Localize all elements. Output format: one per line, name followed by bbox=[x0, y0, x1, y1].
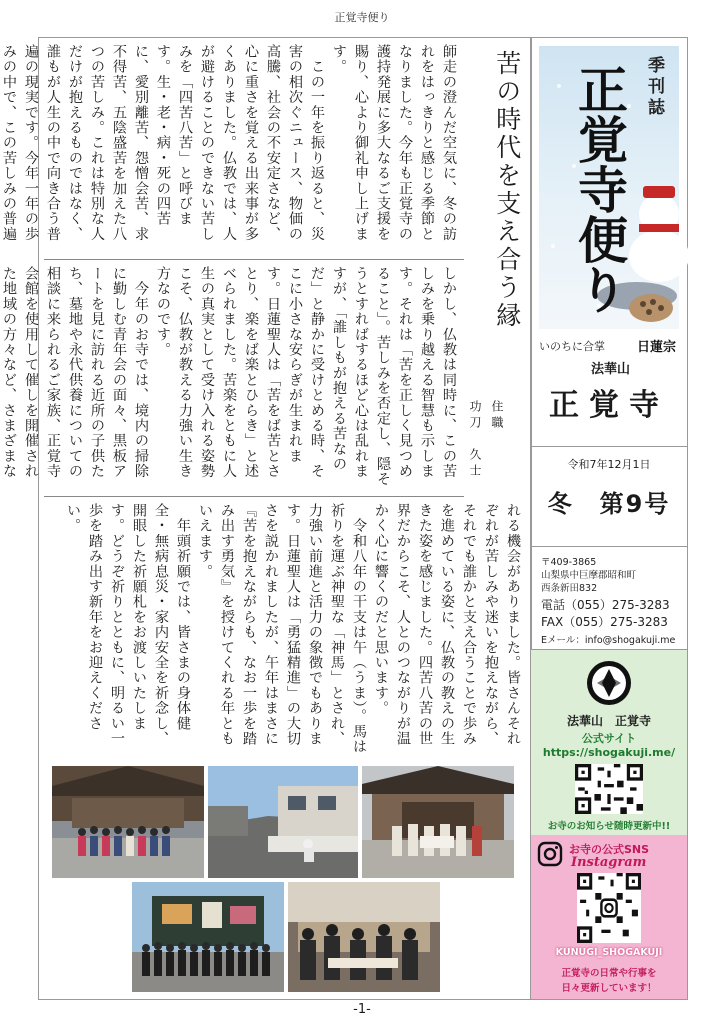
street-photo-cleaning bbox=[208, 766, 358, 878]
sns-note-line-1: 正覚寺の日常や行事を bbox=[561, 968, 657, 979]
sns-note-line-2: 日々更新しています！ bbox=[561, 983, 657, 994]
ceremony-photo-temple bbox=[362, 766, 514, 878]
website-qr-code-icon[interactable] bbox=[575, 764, 643, 814]
sidebar bbox=[530, 37, 688, 1000]
tier-divider bbox=[44, 259, 464, 260]
email-address[interactable]: Eメール：info@shogakuji.me bbox=[541, 635, 676, 646]
byline-name: 功刀 久士 bbox=[468, 400, 482, 480]
postal-code: 〒409-3865 bbox=[541, 557, 597, 568]
fax-number: FAX（055）275-3283 bbox=[541, 615, 668, 629]
temple-name: 正覚寺 bbox=[549, 388, 669, 423]
group-photo-temple-front bbox=[52, 766, 204, 878]
byline-role: 住職 bbox=[490, 400, 504, 432]
instagram-icon bbox=[537, 841, 563, 867]
sns-handle[interactable]: KUNUGI_SHOGAKUJI bbox=[555, 947, 663, 958]
site-temple-name: 法華山 正覚寺 bbox=[566, 714, 651, 728]
mountain-name: 法華山 bbox=[591, 362, 631, 377]
article-body-tier2: しかし、仏教は同時に、この苦しみを乗り越える智慧も示します。それは「苦を正しく見つめること」。苦しみを否定し、隠そうとすればするほど心は乱れますが、「誰しもが抱える苦なのだ」と静かに受けとめる時、そこに小さな安らぎが生まれます。日蓮聖人は「苦をば苦とさとり、楽をば楽とひらき」と述べられました。苦楽をともに人生の真実として受け入れる姿勢こそ、仏教が教える力強い生き方なのです。 今年のお寺では、境内の掃除に勤しむ青年会の面々、黒板アートを見に訪れる近所の子供たち、墓地や永代供養についての相談に来られるご家族、正覚寺会館を使用して催しを開催された地域の方々など、さまざまな bbox=[1, 266, 457, 487]
sns-title: お寺の公式SNS bbox=[569, 843, 650, 856]
running-head: 正覚寺便り bbox=[334, 11, 390, 24]
issue-label: 冬 第9号 bbox=[547, 490, 671, 518]
sect-name: 日蓮宗 bbox=[637, 340, 677, 355]
site-url-link[interactable]: https://shogakuji.me/ bbox=[542, 746, 676, 759]
temple-block bbox=[531, 328, 687, 447]
address-line-2: 西条新田832 bbox=[541, 583, 598, 594]
contact-block bbox=[531, 546, 687, 648]
official-site-box bbox=[531, 649, 687, 836]
issue-date: 令和7年12月1日 bbox=[567, 458, 651, 471]
site-label: 公式サイト bbox=[581, 732, 637, 745]
blackboard-art-photo bbox=[132, 882, 284, 992]
phone-number: 電話（055）275-3283 bbox=[541, 598, 670, 612]
sns-box bbox=[531, 835, 687, 999]
address-line-1: 山梨県中巨摩郡昭和町 bbox=[541, 570, 637, 581]
article-body-tier1: 師走の澄んだ空気に、冬の訪れをはっきりと感じる季節となりました。今年も正覚寺の護持発展に多大なるご支援を賜り、心より御礼申し上げます。 この一年を振り返ると、災害の相次ぐニュース、物価の高騰、社会の不安定さなど、心に重さを覚える出来事が多くありました。仏教では、人が避けることのできない苦しみを「四苦八苦」と呼びます。生・老・病・死の四苦に、愛別離苦、怨憎会苦、求不得苦、五陰盛苦を加えた八つの苦しみ。これは特別な人だけが抱えるものではなく、誰もが人生の中で向き合う普遍の現実です。今年一年の歩みの中で、この苦しみの普遍 bbox=[1, 44, 457, 242]
masthead-subtitle: 季刊誌 bbox=[644, 56, 664, 119]
page-number: -1- bbox=[353, 1002, 371, 1017]
site-update-note: お寺のお知らせ随時更新中!! bbox=[547, 821, 671, 832]
issue-block bbox=[531, 446, 687, 547]
photo-strip bbox=[52, 766, 514, 992]
article-headline: 苦の時代を支え合う縁 bbox=[492, 50, 522, 330]
tagline: いのちに合掌 bbox=[539, 340, 605, 353]
hall-event-photo bbox=[288, 882, 440, 992]
article-body-tier3: れる機会がありました。皆さんそれぞれが苦しみや迷いを抱えながら、それでも誰かと支え合うことで歩みを進めている姿に、仏教の教えの生きた姿を感じました。四苦八苦の世界だからこそ、人とのつながりが温かく心に響くのだと思います。 令和八年の干支は午（うま）。馬は祈りを運ぶ神聖な「神馬」とされ、力強い前進と活力の象徴でもあります。日蓮聖人は「勇猛精進」の大切さを説かれましたが、午年はまさに『苦を抱えながらも、なお一歩を踏み出す勇気』を授けてくれる年ともいえます。 年頭祈願では、皆さまの身体健全・無病息災・家内安全を祈念し、開眼した祈願札をお渡しいたします。どうぞ祈りとともに、明るい一歩を踏み出す新年をお迎えください。 bbox=[65, 503, 521, 755]
instagram-qr-code-icon[interactable] bbox=[577, 873, 641, 943]
sns-brand: Instagram bbox=[571, 855, 647, 870]
masthead-title: 正覚寺便り bbox=[570, 64, 629, 314]
tier-divider bbox=[44, 496, 464, 497]
temple-crest-icon bbox=[586, 660, 632, 706]
masthead bbox=[539, 46, 679, 329]
